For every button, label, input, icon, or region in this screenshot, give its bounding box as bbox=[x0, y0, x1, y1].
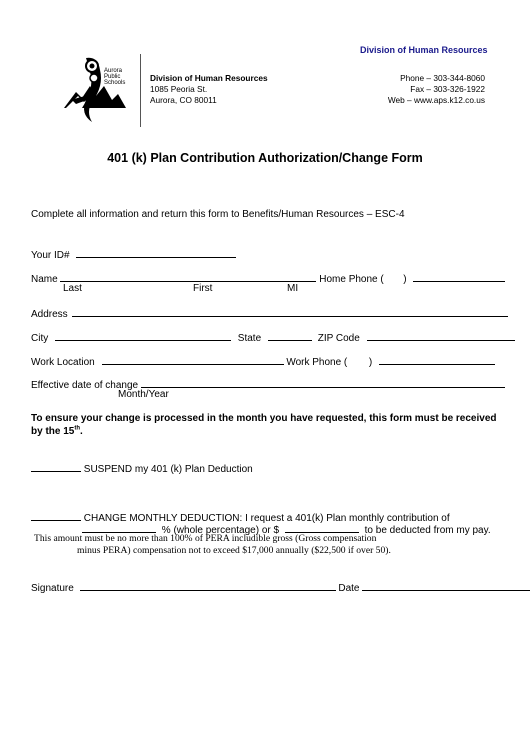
home-phone-label: Home Phone ( bbox=[319, 274, 384, 285]
work-row bbox=[31, 354, 495, 368]
name-last-label: Last bbox=[63, 283, 82, 294]
percentage-label: % (whole percentage) or $ bbox=[161, 525, 280, 536]
contact-block bbox=[370, 73, 485, 106]
signature-field[interactable] bbox=[80, 580, 336, 591]
month-year-label: Month/Year bbox=[118, 389, 169, 400]
effective-date-row bbox=[31, 377, 505, 391]
notice-suffix: . bbox=[80, 426, 83, 437]
work-location-label: Work Location bbox=[31, 357, 95, 368]
dollar-amount-field[interactable] bbox=[285, 522, 359, 533]
work-location-field[interactable] bbox=[102, 354, 284, 365]
name-first-label: First bbox=[193, 283, 213, 294]
website: Web – www.aps.k12.co.us bbox=[387, 95, 485, 105]
percentage-field[interactable] bbox=[82, 522, 156, 533]
home-phone-paren: ) bbox=[403, 274, 407, 285]
work-phone-field[interactable] bbox=[379, 354, 495, 365]
header-divider bbox=[140, 54, 141, 127]
org-address-block bbox=[150, 73, 268, 106]
your-id-field[interactable] bbox=[76, 247, 236, 258]
org-city: Aurora, CO 80011 bbox=[150, 95, 217, 105]
name-row bbox=[31, 271, 505, 285]
form-title: 401 (k) Plan Contribution Authorization/Change Form bbox=[107, 151, 423, 165]
zip-label: ZIP Code bbox=[317, 333, 360, 344]
home-phone-field[interactable] bbox=[413, 271, 505, 282]
state-label: State bbox=[237, 333, 262, 344]
suspend-field[interactable] bbox=[31, 461, 81, 472]
effective-date-field[interactable] bbox=[141, 377, 505, 388]
state-field[interactable] bbox=[268, 330, 312, 341]
logo-text-public: Public bbox=[104, 74, 121, 80]
org-name: Division of Human Resources bbox=[150, 73, 268, 83]
notice-line-1: To ensure your change is processed in the month you have requested, this form must be received bbox=[31, 413, 497, 424]
name-label: Name bbox=[31, 274, 58, 285]
address-field[interactable] bbox=[72, 306, 508, 317]
instructions: Complete all information and return this form to Benefits/Human Resources – ESC-4 bbox=[31, 209, 405, 220]
change-field[interactable] bbox=[31, 510, 81, 521]
name-field[interactable] bbox=[60, 271, 316, 282]
address-label: Address bbox=[31, 309, 68, 320]
signature-label: Signature bbox=[31, 583, 74, 594]
city-field[interactable] bbox=[55, 330, 231, 341]
aurora-public-schools-logo bbox=[62, 56, 140, 126]
effective-date-label: Effective date of change bbox=[31, 380, 139, 391]
header-division-label: Division of Human Resources bbox=[360, 45, 488, 55]
city-label: City bbox=[31, 333, 49, 344]
notice-line-2 bbox=[31, 426, 83, 437]
name-mi-label: MI bbox=[287, 283, 299, 294]
notice-sup: th bbox=[74, 425, 81, 432]
suspend-row bbox=[31, 461, 253, 475]
fax-number: Fax – 303-326-1922 bbox=[410, 84, 485, 94]
suspend-label: SUSPEND my 401 (k) Plan Deduction bbox=[83, 464, 253, 475]
org-street: 1085 Peoria St. bbox=[150, 84, 208, 94]
your-id-label: Your ID# bbox=[31, 250, 70, 261]
date-label: Date bbox=[338, 583, 360, 594]
notice-prefix: by the 15 bbox=[31, 426, 75, 437]
logo-text-schools: Schools bbox=[104, 80, 126, 86]
logo-text-aurora: Aurora bbox=[104, 68, 123, 74]
phone-number: Phone – 303-344-8060 bbox=[400, 73, 485, 83]
date-field[interactable] bbox=[362, 580, 530, 591]
signature-row bbox=[31, 580, 530, 594]
work-phone-paren: ) bbox=[368, 357, 373, 368]
limit-note-1: This amount must be no more than 100% of PERA includible gross (Gross compensation bbox=[34, 533, 377, 544]
zip-field[interactable] bbox=[367, 330, 515, 341]
limit-note-2: minus PERA) compensation not to exceed $17,000 annually ($22,500 if over 50). bbox=[77, 545, 391, 556]
city-row bbox=[31, 330, 515, 344]
your-id-row bbox=[31, 247, 236, 261]
change-label: CHANGE MONTHLY DEDUCTION: I request a 401(k) Plan monthly contribution of bbox=[83, 513, 450, 524]
address-row bbox=[31, 306, 508, 320]
deducted-label: to be deducted from my pay. bbox=[364, 525, 491, 536]
work-phone-label: Work Phone ( bbox=[286, 357, 348, 368]
